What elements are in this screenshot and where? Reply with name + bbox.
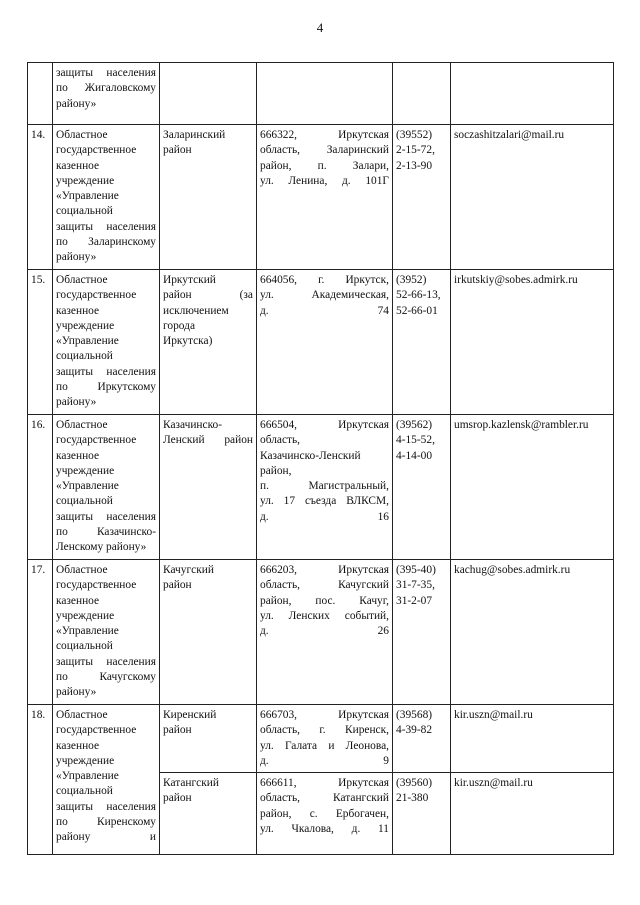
table-row	[28, 270, 614, 415]
address-cell	[257, 415, 393, 560]
organization-cell-line: казенное	[56, 159, 100, 172]
organization-cell-line: государственное	[56, 289, 137, 302]
district-cell	[160, 560, 257, 705]
address-cell-line: район, с. Ербогачен,	[260, 807, 389, 820]
address-cell-line: п. Магистральный,	[260, 480, 389, 493]
phone-cell-line: (395-40)	[396, 564, 436, 576]
row-number: 16.	[28, 415, 53, 560]
address-cell-line: ул. Академическая,	[260, 289, 389, 302]
phone-cell-line: 52-66-13,	[396, 289, 441, 302]
district-cell	[160, 63, 257, 125]
district-cell-line: города	[163, 319, 195, 332]
row-number	[28, 63, 53, 125]
organization-cell-line: социальной	[56, 640, 113, 653]
organization-cell-line: Областное	[56, 419, 108, 431]
organization-cell-line: социальной	[56, 785, 113, 798]
district-cell-line: район	[163, 724, 192, 737]
organization-cell-line: учреждение	[56, 609, 115, 622]
organization-cell-line: району»	[56, 686, 97, 699]
organization-cell	[53, 415, 160, 560]
address-cell-line: 666504, Иркутская	[260, 419, 389, 431]
organization-cell-line: району»	[56, 251, 97, 264]
address-cell-line: область, Качугский	[260, 579, 389, 592]
address-cell	[257, 63, 393, 125]
address-cell-line: ул. 17 съезда ВЛКСМ,	[260, 495, 389, 508]
phone-cell	[393, 415, 451, 560]
address-cell	[257, 560, 393, 705]
address-cell	[257, 705, 393, 773]
organization-cell-line: защиты населения	[56, 67, 156, 79]
email-cell: irkutskiy@sobes.admirk.ru	[451, 270, 614, 415]
address-cell-line: д. 9	[260, 754, 389, 767]
phone-cell-line: (39560)	[396, 777, 433, 789]
phone-cell-line: 2-13-90	[396, 159, 433, 172]
district-cell	[160, 270, 257, 415]
district-cell-line: Ленский район	[163, 434, 253, 447]
organization-cell-line: учреждение	[56, 464, 115, 477]
address-cell-line: ул. Ленских событий,	[260, 609, 389, 622]
organization-cell-line: защиты населения	[56, 365, 156, 378]
phone-cell	[393, 705, 451, 773]
organization-cell-line: учреждение	[56, 319, 115, 332]
organization-cell-line: государственное	[56, 579, 137, 592]
organization-cell	[53, 705, 160, 855]
address-cell-line: 666322, Иркутская	[260, 129, 389, 141]
organization-cell	[53, 63, 160, 125]
address-cell-line: область, г. Киренск,	[260, 724, 389, 737]
email-cell: kir.uszn@mail.ru	[451, 773, 614, 855]
phone-cell-line: 21-380	[396, 792, 429, 805]
table-row	[28, 705, 614, 773]
organization-cell-line: защиты населения	[56, 655, 156, 668]
district-cell-line: Киренский	[163, 709, 217, 721]
organization-cell-line: «Управление	[56, 625, 119, 638]
phone-cell-line: (39568)	[396, 709, 433, 721]
table-row	[28, 415, 614, 560]
district-cell-line: Заларинский	[163, 129, 226, 141]
address-cell-line: ул. Галата и Леонова,	[260, 739, 389, 752]
address-cell-line: ул. Чкалова, д. 11	[260, 822, 389, 835]
address-cell-line: Казачинско-Ленский	[260, 449, 361, 462]
email-cell: kachug@sobes.admirk.ru	[451, 560, 614, 705]
organization-cell-line: «Управление	[56, 190, 119, 203]
address-cell-line: д. 26	[260, 625, 389, 638]
phone-cell	[393, 63, 451, 125]
organization-cell-line: учреждение	[56, 754, 115, 767]
address-cell-line: область, Заларинский	[260, 144, 389, 157]
organization-cell-line: защиты населения	[56, 220, 156, 233]
address-cell	[257, 773, 393, 855]
organization-cell-line: социальной	[56, 205, 113, 218]
organization-cell-line: Областное	[56, 274, 108, 286]
organization-cell-line: по Киренскому	[56, 816, 156, 829]
district-cell-line: исключением	[163, 304, 229, 317]
phone-cell-line: 52-66-01	[396, 304, 438, 317]
organization-cell-line: району»	[56, 396, 97, 409]
organization-cell	[53, 560, 160, 705]
organization-cell-line: государственное	[56, 434, 137, 447]
district-cell-line: Катангский	[163, 777, 219, 789]
district-cell-line: Иркутский	[163, 274, 216, 286]
organization-cell	[53, 125, 160, 270]
district-cell	[160, 125, 257, 270]
phone-cell-line: 4-14-00	[396, 449, 433, 462]
phone-cell-line: (39562)	[396, 419, 433, 431]
address-cell-line: 666703, Иркутская	[260, 709, 389, 721]
address-cell-line: область, Катангский	[260, 792, 389, 805]
organization-cell-line: по Качугскому	[56, 671, 156, 684]
row-number: 17.	[28, 560, 53, 705]
address-cell-line: область,	[260, 434, 301, 447]
district-cell-line: Качугский	[163, 564, 214, 576]
phone-cell-line: 4-15-52,	[396, 434, 435, 447]
organization-cell-line: защиты населения	[56, 510, 156, 523]
organization-cell-line: социальной	[56, 350, 113, 363]
row-number: 18.	[28, 705, 53, 855]
organization-cell-line: казенное	[56, 449, 100, 462]
phone-cell-line: 2-15-72,	[396, 144, 435, 157]
organization-cell-line: защиты населения	[56, 800, 156, 813]
organization-cell-line: государственное	[56, 144, 137, 157]
district-cell-line: район (за	[163, 289, 253, 302]
district-cell-line: Казачинско-	[163, 419, 223, 431]
organization-cell-line: Областное	[56, 129, 108, 141]
district-cell	[160, 705, 257, 773]
organization-cell-line: району и	[56, 831, 156, 844]
organization-cell-line: казенное	[56, 304, 100, 317]
address-cell	[257, 270, 393, 415]
phone-cell	[393, 270, 451, 415]
organization-cell-line: по Жигаловскому	[56, 82, 156, 95]
address-cell-line: 666203, Иркутская	[260, 564, 389, 576]
district-cell	[160, 415, 257, 560]
phone-cell	[393, 125, 451, 270]
address-cell-line: ул. Ленина, д. 101Г	[260, 174, 389, 187]
district-cell-line: Иркутска)	[163, 335, 213, 348]
address-cell-line: район, пос. Качуг,	[260, 594, 389, 607]
organization-cell-line: по Заларинскому	[56, 236, 156, 249]
organization-cell-line: «Управление	[56, 335, 119, 348]
table-row	[28, 560, 614, 705]
address-cell-line: д. 16	[260, 510, 389, 523]
phone-cell-line: (39552)	[396, 129, 433, 141]
organization-cell-line: Ленскому району»	[56, 541, 147, 554]
address-cell	[257, 125, 393, 270]
organization-cell-line: «Управление	[56, 480, 119, 493]
phone-cell	[393, 773, 451, 855]
address-cell-line: район,	[260, 464, 292, 477]
organization-cell	[53, 270, 160, 415]
organization-cell-line: по Иркутскому	[56, 381, 156, 394]
organization-cell-line: социальной	[56, 495, 113, 508]
phone-cell-line: 4-39-82	[396, 724, 433, 737]
email-cell: umsrop.kazlensk@rambler.ru	[451, 415, 614, 560]
organization-cell-line: Областное	[56, 709, 108, 721]
district-cell	[160, 773, 257, 855]
row-number: 15.	[28, 270, 53, 415]
email-cell	[451, 63, 614, 125]
organization-cell-line: казенное	[56, 739, 100, 752]
organization-cell-line: Областное	[56, 564, 108, 576]
phone-cell-line: (3952)	[396, 274, 427, 286]
email-cell: kir.uszn@mail.ru	[451, 705, 614, 773]
address-cell-line: 666611, Иркутская	[260, 777, 389, 789]
district-cell-line: район	[163, 144, 192, 157]
address-cell-line: район, п. Залари,	[260, 159, 389, 172]
page-number: 4	[316, 20, 324, 35]
district-cell-line: район	[163, 792, 192, 805]
phone-cell-line: 31-2-07	[396, 594, 433, 607]
organization-cell-line: казенное	[56, 594, 100, 607]
organization-cell-line: «Управление	[56, 770, 119, 783]
phone-cell-line: 31-7-35,	[396, 579, 435, 592]
organization-cell-line: учреждение	[56, 174, 115, 187]
table-row	[28, 63, 614, 125]
row-number: 14.	[28, 125, 53, 270]
organization-cell-line: государственное	[56, 724, 137, 737]
phone-cell	[393, 560, 451, 705]
email-cell: soczashitzalari@mail.ru	[451, 125, 614, 270]
table-row	[28, 125, 614, 270]
organization-cell-line: району»	[56, 97, 97, 110]
institutions-table	[27, 62, 614, 855]
district-cell-line: район	[163, 579, 192, 592]
address-cell-line: д. 74	[260, 304, 389, 317]
organization-cell-line: по Казачинско-	[56, 526, 156, 539]
address-cell-line: 664056, г. Иркутск,	[260, 274, 389, 286]
